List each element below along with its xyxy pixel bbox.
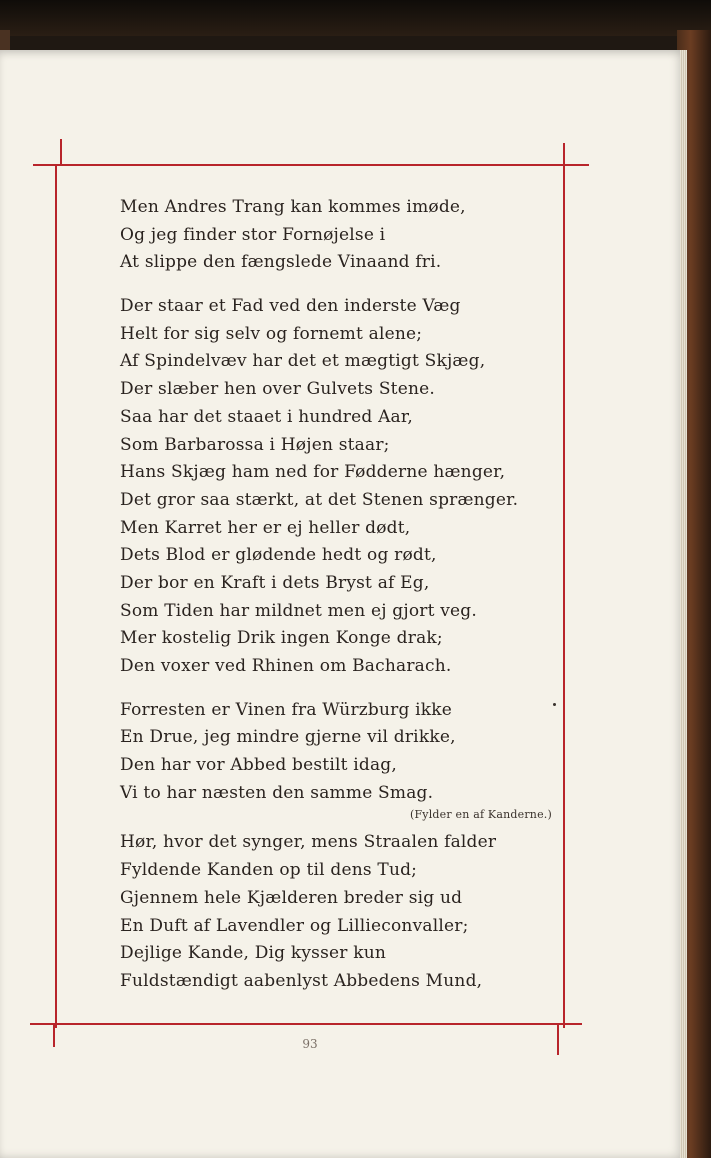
verse-line: Hør, hvor det synger, mens Straalen falder	[120, 832, 497, 853]
verse-line: Af Spindelvæv har det et mægtigt Skjæg,	[120, 351, 486, 372]
page-edges	[680, 50, 687, 1158]
verse-line: Det gror saa stærkt, at det Stenen sprænger.	[120, 489, 519, 510]
page-number: 93	[302, 1037, 318, 1051]
stage-direction: (Fylder en af Kanderne.)	[409, 808, 552, 822]
poem-text	[120, 194, 560, 996]
verse-line: Fuldstændigt aabenlyst Abbedens Mund,	[120, 970, 483, 991]
verse-line: Den voxer ved Rhinen om Bacharach.	[120, 656, 452, 676]
stanza-2	[120, 293, 560, 681]
verse-line: Hans Skjæg ham ned for Fødderne hænger,	[120, 462, 506, 483]
border-rule-top	[33, 164, 589, 166]
verse-line: Der slæber hen over Gulvets Stene.	[120, 379, 435, 400]
verse-line: En Duft af Lavendler og Lillieconvaller;	[120, 915, 469, 936]
border-rule-bottom	[30, 1023, 582, 1025]
verse-line: En Drue, jeg mindre gjerne vil drikke,	[120, 727, 456, 748]
verse-line: Fyldende Kanden op til dens Tud;	[120, 860, 418, 881]
verse-line: Forresten er Vinen fra Würzburg ikke	[120, 699, 453, 720]
stanza-1	[120, 194, 560, 277]
verse-line: Og jeg finder stor Fornøjelse i	[120, 224, 386, 245]
stanza-3	[120, 697, 560, 808]
verse-line: Gjennem hele Kjælderen breder sig ud	[120, 887, 463, 908]
verse-line: Helt for sig selv og fornemt alene;	[120, 323, 423, 344]
verse-line: Som Tiden har mildnet men ej gjort veg.	[120, 600, 477, 621]
verse-line: Der bor en Kraft i dets Bryst af Eg,	[120, 572, 430, 593]
verse-line: Men Andres Trang kan kommes imøde,	[120, 197, 466, 217]
border-rule-left	[55, 166, 57, 1028]
corner-tick	[557, 1025, 559, 1055]
verse-line: Dets Blod er glødende hedt og rødt,	[120, 545, 437, 566]
stanza-4	[120, 829, 560, 995]
corner-tick	[53, 1025, 55, 1047]
verse-line: Der staar et Fad ved den inderste Væg	[120, 296, 461, 317]
verse-line: Mer kostelig Drik ingen Konge drak;	[120, 628, 443, 649]
verse-line: Saa har det staaet i hundred Aar,	[120, 406, 413, 427]
verse-line: At slippe den fængslede Vinaand fri.	[120, 252, 442, 273]
verse-line: Vi to har næsten den samme Smag.	[120, 782, 434, 803]
verse-line: Den har vor Abbed bestilt idag,	[120, 755, 397, 776]
corner-tick	[60, 139, 62, 165]
verse-line: Som Barbarossa i Højen staar;	[120, 434, 390, 455]
corner-tick	[563, 143, 565, 165]
verse-line: Men Karret her er ej heller dødt,	[120, 517, 411, 538]
verse-line: Dejlige Kande, Dig kysser kun	[120, 943, 387, 964]
border-rule-right	[563, 166, 565, 1028]
book-cover-top	[0, 0, 711, 36]
